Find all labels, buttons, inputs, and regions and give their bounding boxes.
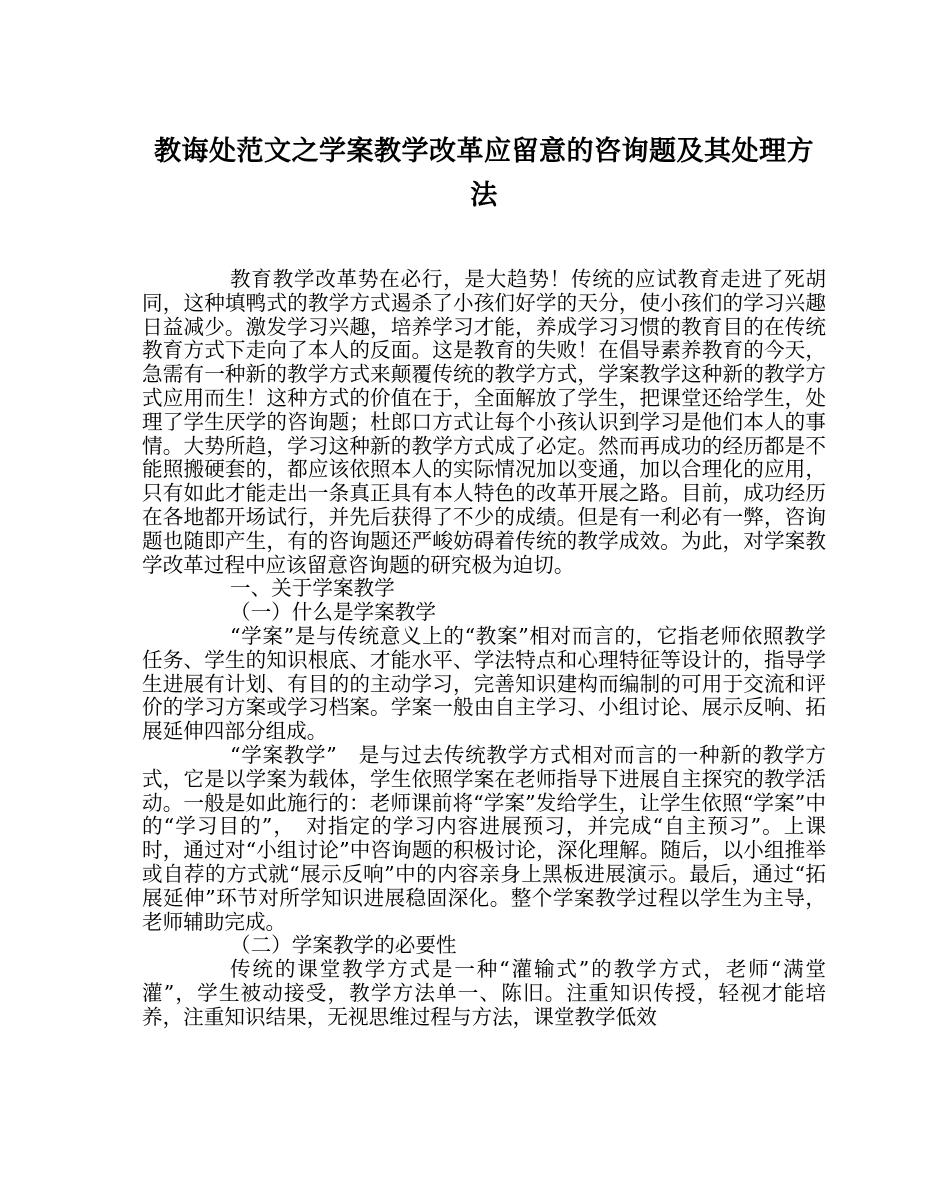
subsection-heading-2: （二）学案教学的必要性 bbox=[230, 933, 457, 958]
document-body bbox=[142, 268, 826, 1030]
subsection-heading-1: （一）什么是学案教学 bbox=[230, 600, 436, 625]
section-heading-1: 一、关于学案教学 bbox=[230, 576, 395, 601]
paragraph-definition: “学案”是与传统意义上的“教案”相对而言的，它指老师依照教学任务、学生的知识根底、才能水平、学法特点和心理特征等设计的，指导学生进展有计划、有目的的主动学习，完善知识建构而编制的可用于交流和评价的学习方案或学习档案。学案一般由自主学习、小组讨论、展示反响、拓展延伸四部分组成。 bbox=[142, 623, 826, 744]
paragraph-intro: 教育教学改革势在必行，是大趋势！传统的应试教育走进了死胡同，这种填鸭式的教学方式遏杀了小孩们好学的天分，使小孩们的学习兴趣日益减少。激发学习兴趣，培养学习才能，养成学习习惯的教育目的在传统教育方式下走向了本人的反面。这是教育的失败！在倡导素养教育的今天，急需有一种新的教学方式来颠覆传统的教学方式，学案教学这种新的教学方式应用而生！这种方式的价值在于，全面解放了学生，把课堂还给学生，处理了学生厌学的咨询题；杜郎口方式让每个小孩认识到学习是他们本人的事情。大势所趋，学习这种新的教学方式成了必定。然而再成功的经历都是不能照搬硬套的，都应该依照本人的实际情况加以变通，加以合理化的应用，只有如此才能走出一条真正具有本人特色的改革开展之路。目前，成功经历在各地都开场试行，并先后获得了不少的成绩。但是有一利必有一弊，咨询题也随即产生，有的咨询题还严峻妨碍着传统的教学成效。为此，对学案教学改革过程中应该留意咨询题的研究极为迫切。 bbox=[142, 267, 826, 577]
paragraph-teaching-method: “学案教学” 是与过去传统教学方式相对而言的一种新的教学方式，它是以学案为载体，学生依照学案在老师指导下进展自主探究的教学活动。一般是如此施行的：老师课前将“学案”发给学生，让学生依照“学案”中的“学习目的”， 对指定的学习内容进展预习，并完成“自主预习”。上课时，通过对“小组讨论”中咨询题的积极讨论，深化理解。随后，以小组推举或自荐的方式就“展示反响”中的内容亲身上黑板进展演示。最后，通过“拓展延伸”环节对所学知识进展稳固深化。整个学案教学过程以学生为主导，老师辅助完成。 bbox=[142, 742, 826, 934]
document-page bbox=[142, 130, 826, 1030]
paragraph-necessity: 传统的课堂教学方式是一种“灌输式”的教学方式，老师“满堂灌”，学生被动接受，教学方法单一、陈旧。注重知识传授，轻视才能培养，注重知识结果，无视思维过程与方法，课堂教学低效 bbox=[142, 957, 826, 1029]
document-title: 教诲处范文之学案教学改革应留意的咨询题及其处理方法 bbox=[154, 136, 814, 211]
